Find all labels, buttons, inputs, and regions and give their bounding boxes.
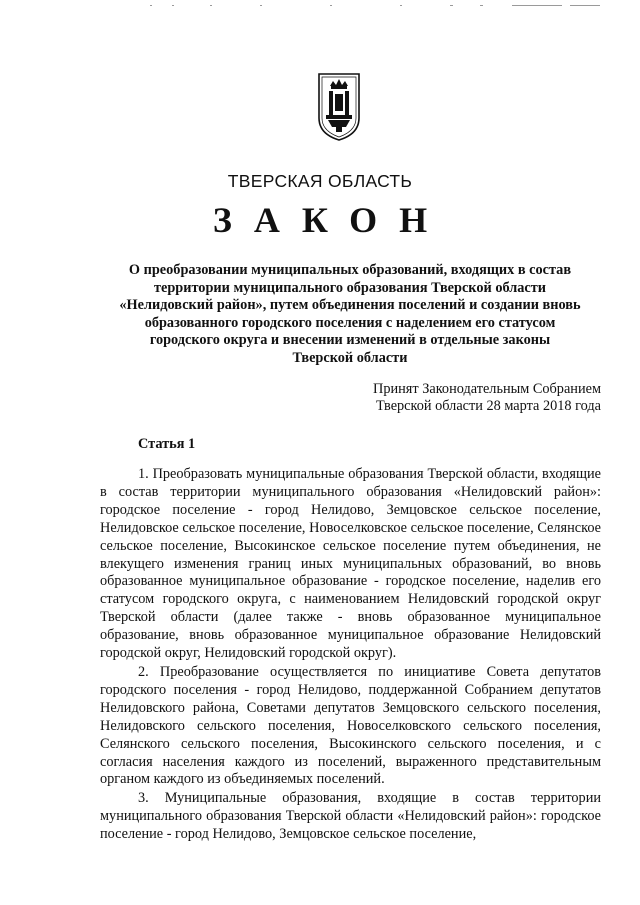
document-type-heading: ЗАКОН — [212, 200, 450, 240]
tver-coat-of-arms-emblem — [316, 72, 362, 142]
adoption-note-line: Принят Законодательным Собранием — [373, 381, 601, 397]
adoption-note-line: Тверской области 28 марта 2018 года — [376, 398, 601, 415]
paragraph: 1. Преобразовать муниципальные образования Тверской области, входящие в состав территории муниципального образования «Нелидовский район»: городское поселение - город Нелидово, Земцовское сельское поселение, Нелидовское сельское поселение, Новоселковское сельское поселение, Селянское сельское поселение, Высокинское сельское поселение путем объединения, не влекущего изменения границ иных муниципальных образований, во вновь образованное муниципальное образование - городское поселение, наделив его статусом городского округа, с наименованием Нелидовский городской округ Тверской области (далее также - вновь образованное муниципальное образование, вновь образованное муниципальное образование Нелидовский городской округ, Нелидовский городской округ). — [100, 466, 601, 662]
paragraph: 2. Преобразование осуществляется по инициативе Совета депутатов городского поселения - город Нелидово, поддержанной Собранием депутатов Нелидовского района, Советами депутатов Земцовского сельского поселения, Нелидовского сельского поселения, Новоселковского сельского поселения, Селянского сельского поселения, Высокинского сельского поселения, и с согласия населения каждого из поселений, выраженного представительным органом каждого из объединяемых поселений. — [100, 663, 601, 788]
adoption-note — [340, 381, 601, 416]
region-name: ТВЕРСКАЯ ОБЛАСТЬ — [227, 171, 413, 191]
article-body — [100, 466, 601, 844]
law-title — [100, 262, 600, 368]
law-title-line: городского округа и внесении изменений в отдельные законы — [149, 332, 551, 349]
law-title-line: образованного городского поселения с наделением его статусом — [144, 314, 556, 331]
article-heading: Статья 1 — [138, 436, 196, 452]
law-title-line: Тверской области — [292, 349, 408, 366]
law-title-line: «Нелидовский район», путем объединения поселений и создании вновь — [119, 297, 581, 314]
paragraph: 3. Муниципальные образования, входящие в состав территории муниципального образования Тверской области «Нелидовский район»: городское поселение - город Нелидово, Земцовское сельское поселение, — [100, 790, 601, 843]
law-title-line: О преобразовании муниципальных образований, входящих в состав — [128, 262, 572, 278]
law-title-line: территории муниципального образования Тверской области — [153, 279, 547, 296]
scan-artifact-dots — [150, 3, 620, 9]
